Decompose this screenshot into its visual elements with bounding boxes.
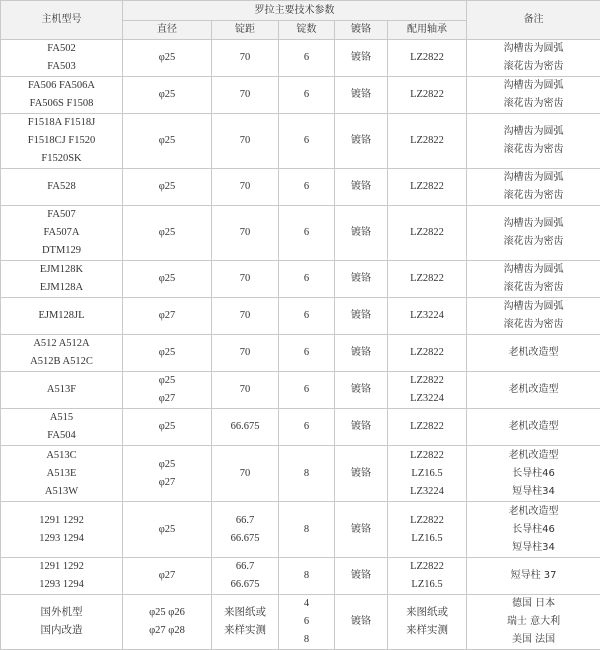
model-line: FA503: [1, 58, 122, 76]
bearing-line: 来样实测: [388, 622, 466, 640]
model-line: F1518A F1518J: [1, 114, 122, 132]
spindle-line: 6: [279, 224, 334, 242]
spindles-cell: [279, 446, 335, 502]
remark-line: 长导柱46: [467, 465, 600, 483]
diameter-line: φ25: [123, 418, 211, 436]
model-line: FA504: [1, 427, 122, 445]
remark-cell: [467, 40, 600, 77]
plating-cell: [335, 372, 388, 409]
bearing-cell: [388, 558, 467, 595]
remark-line: 沟槽齿为圆弧: [467, 77, 600, 95]
spindle-line: 6: [279, 178, 334, 196]
remark-line: 老机改造型: [467, 447, 600, 465]
diameter-line: φ25: [123, 224, 211, 242]
model-line: FA507: [1, 206, 122, 224]
plating-text: 镀铬: [335, 86, 387, 104]
pitch-line: 70: [212, 307, 278, 325]
spindle-line: 6: [279, 270, 334, 288]
table-row: [1, 372, 600, 409]
diameter-cell: [123, 595, 212, 650]
model-cell: [1, 409, 123, 446]
remark-cell: [467, 206, 600, 261]
diameter-cell: [123, 298, 212, 335]
remark-line: 滚花齿为密齿: [467, 58, 600, 76]
table-row: [1, 335, 600, 372]
bearing-line: LZ2822: [388, 49, 466, 67]
spindles-cell: [279, 409, 335, 446]
plating-cell: [335, 77, 388, 114]
spindles-cell: [279, 335, 335, 372]
remark-cell: [467, 446, 600, 502]
bearing-line: LZ2822: [388, 270, 466, 288]
remark-cell: [467, 169, 600, 206]
bearing-cell: [388, 298, 467, 335]
spindle-line: 6: [279, 381, 334, 399]
table-row: [1, 114, 600, 169]
diameter-line: φ27: [123, 567, 211, 585]
bearing-line: LZ16.5: [388, 530, 466, 548]
bearing-line: LZ2822: [388, 132, 466, 150]
model-line: F1518CJ F1520: [1, 132, 122, 150]
model-cell: [1, 502, 123, 558]
remark-cell: [467, 502, 600, 558]
remark-line: 瑞士 意大利: [467, 613, 600, 631]
model-line: A512B A512C: [1, 353, 122, 371]
remark-cell: [467, 372, 600, 409]
spindle-line: 8: [279, 631, 334, 649]
remark-line: 长导柱46: [467, 521, 600, 539]
diameter-line: φ25: [123, 344, 211, 362]
remark-line: 短导柱 37: [467, 567, 600, 585]
remark-cell: [467, 77, 600, 114]
remark-line: 滚花齿为密齿: [467, 279, 600, 297]
spindles-cell: [279, 595, 335, 650]
spindle-line: 6: [279, 418, 334, 436]
diameter-line: φ27 φ28: [123, 622, 211, 640]
model-line: EJM128JL: [1, 307, 122, 325]
pitch-line: 来样实测: [212, 622, 278, 640]
pitch-line: 70: [212, 344, 278, 362]
bearing-cell: [388, 40, 467, 77]
pitch-cell: [212, 446, 279, 502]
spindles-cell: [279, 114, 335, 169]
table-row: [1, 446, 600, 502]
spindles-cell: [279, 169, 335, 206]
pitch-cell: [212, 77, 279, 114]
plating-cell: [335, 114, 388, 169]
plating-cell: [335, 558, 388, 595]
header-model: 主机型号: [1, 1, 123, 40]
model-cell: [1, 261, 123, 298]
remark-line: 沟槽齿为圆弧: [467, 215, 600, 233]
diameter-line: φ25: [123, 270, 211, 288]
remark-line: 沟槽齿为圆弧: [467, 298, 600, 316]
plating-cell: [335, 40, 388, 77]
pitch-line: 66.7: [212, 512, 278, 530]
plating-cell: [335, 446, 388, 502]
remark-line: 老机改造型: [467, 503, 600, 521]
spindles-cell: [279, 77, 335, 114]
spindle-line: 8: [279, 465, 334, 483]
plating-text: 镀铬: [335, 307, 387, 325]
plating-text: 镀铬: [335, 49, 387, 67]
pitch-cell: [212, 40, 279, 77]
bearing-line: LZ3224: [388, 307, 466, 325]
model-cell: [1, 206, 123, 261]
bearing-cell: [388, 502, 467, 558]
bearing-cell: [388, 595, 467, 650]
model-line: A515: [1, 409, 122, 427]
spindles-cell: [279, 206, 335, 261]
pitch-line: 66.675: [212, 530, 278, 548]
bearing-cell: [388, 114, 467, 169]
pitch-line: 70: [212, 465, 278, 483]
table-row: [1, 77, 600, 114]
header-pitch: 锭距: [212, 21, 279, 40]
diameter-line: φ25: [123, 86, 211, 104]
plating-text: 镀铬: [335, 270, 387, 288]
diameter-line: φ25: [123, 521, 211, 539]
bearing-line: LZ2822: [388, 86, 466, 104]
header-plating: 镀铬: [335, 21, 388, 40]
plating-cell: [335, 298, 388, 335]
bearing-cell: [388, 372, 467, 409]
bearing-cell: [388, 206, 467, 261]
bearing-line: LZ3224: [388, 390, 466, 408]
pitch-line: 66.7: [212, 558, 278, 576]
header-roller-params: 罗拉主要技术参数: [123, 1, 467, 21]
remark-cell: [467, 595, 600, 650]
table-row: [1, 558, 600, 595]
spindle-line: 6: [279, 86, 334, 104]
model-line: FA507A: [1, 224, 122, 242]
model-line: A513W: [1, 483, 122, 501]
diameter-line: φ27: [123, 390, 211, 408]
remark-line: 老机改造型: [467, 381, 600, 399]
bearing-cell: [388, 446, 467, 502]
bearing-line: LZ16.5: [388, 465, 466, 483]
model-line: A513C: [1, 447, 122, 465]
diameter-cell: [123, 409, 212, 446]
header-bearing: 配用轴承: [388, 21, 467, 40]
plating-cell: [335, 595, 388, 650]
plating-text: 镀铬: [335, 465, 387, 483]
model-cell: [1, 298, 123, 335]
diameter-cell: [123, 114, 212, 169]
remark-cell: [467, 409, 600, 446]
bearing-cell: [388, 409, 467, 446]
spindles-cell: [279, 261, 335, 298]
diameter-cell: [123, 335, 212, 372]
bearing-cell: [388, 335, 467, 372]
table-row: [1, 502, 600, 558]
plating-text: 镀铬: [335, 381, 387, 399]
model-line: 国外机型: [1, 604, 122, 622]
model-line: FA506 FA506A: [1, 77, 122, 95]
bearing-line: LZ2822: [388, 512, 466, 530]
remark-line: 沟槽齿为圆弧: [467, 40, 600, 58]
plating-text: 镀铬: [335, 178, 387, 196]
diameter-line: φ25: [123, 132, 211, 150]
remark-line: 老机改造型: [467, 344, 600, 362]
bearing-cell: [388, 261, 467, 298]
model-line: FA528: [1, 178, 122, 196]
pitch-cell: [212, 372, 279, 409]
pitch-cell: [212, 409, 279, 446]
pitch-line: 66.675: [212, 418, 278, 436]
diameter-line: φ25: [123, 456, 211, 474]
spindle-line: 4: [279, 595, 334, 613]
bearing-cell: [388, 77, 467, 114]
spindle-line: 6: [279, 307, 334, 325]
diameter-cell: [123, 558, 212, 595]
model-line: EJM128A: [1, 279, 122, 297]
remark-line: 滚花齿为密齿: [467, 187, 600, 205]
diameter-line: φ25: [123, 372, 211, 390]
model-line: A513F: [1, 381, 122, 399]
spindle-line: 6: [279, 49, 334, 67]
spindle-line: 6: [279, 613, 334, 631]
table-row: [1, 169, 600, 206]
model-cell: [1, 169, 123, 206]
bearing-line: LZ2822: [388, 178, 466, 196]
table-row: [1, 261, 600, 298]
plating-text: 镀铬: [335, 521, 387, 539]
remark-line: 美国 法国: [467, 631, 600, 649]
spindles-cell: [279, 558, 335, 595]
header-diameter: 直径: [123, 21, 212, 40]
model-line: 1291 1292: [1, 558, 122, 576]
bearing-line: LZ2822: [388, 344, 466, 362]
table-row: [1, 298, 600, 335]
remark-line: 滚花齿为密齿: [467, 233, 600, 251]
model-cell: [1, 372, 123, 409]
pitch-line: 70: [212, 224, 278, 242]
remark-line: 老机改造型: [467, 418, 600, 436]
remark-line: 德国 日本: [467, 595, 600, 613]
plating-text: 镀铬: [335, 418, 387, 436]
remark-cell: [467, 298, 600, 335]
model-line: 1293 1294: [1, 576, 122, 594]
diameter-cell: [123, 40, 212, 77]
diameter-cell: [123, 169, 212, 206]
bearing-line: 来图纸或: [388, 604, 466, 622]
remark-line: 沟槽齿为圆弧: [467, 169, 600, 187]
pitch-line: 来图纸或: [212, 604, 278, 622]
plating-cell: [335, 206, 388, 261]
pitch-cell: [212, 261, 279, 298]
pitch-cell: [212, 169, 279, 206]
spindle-line: 8: [279, 567, 334, 585]
diameter-cell: [123, 261, 212, 298]
table-row: [1, 40, 600, 77]
model-line: EJM128K: [1, 261, 122, 279]
plating-cell: [335, 335, 388, 372]
model-cell: [1, 77, 123, 114]
model-cell: [1, 446, 123, 502]
remark-line: 滚花齿为密齿: [467, 316, 600, 334]
model-line: F1520SK: [1, 150, 122, 168]
plating-cell: [335, 502, 388, 558]
pitch-line: 70: [212, 381, 278, 399]
spindle-line: 8: [279, 521, 334, 539]
header-remark: 备注: [467, 1, 600, 40]
table-row: [1, 409, 600, 446]
diameter-line: φ25: [123, 49, 211, 67]
bearing-cell: [388, 169, 467, 206]
plating-text: 镀铬: [335, 132, 387, 150]
remark-line: 沟槽齿为圆弧: [467, 261, 600, 279]
pitch-cell: [212, 595, 279, 650]
spindles-cell: [279, 372, 335, 409]
bearing-line: LZ2822: [388, 372, 466, 390]
pitch-line: 66.675: [212, 576, 278, 594]
diameter-cell: [123, 446, 212, 502]
remark-cell: [467, 558, 600, 595]
model-cell: [1, 558, 123, 595]
remark-line: 沟槽齿为圆弧: [467, 123, 600, 141]
plating-cell: [335, 409, 388, 446]
model-line: A513E: [1, 465, 122, 483]
pitch-cell: [212, 206, 279, 261]
pitch-cell: [212, 502, 279, 558]
pitch-cell: [212, 298, 279, 335]
remark-line: 滚花齿为密齿: [467, 141, 600, 159]
remark-line: 滚花齿为密齿: [467, 95, 600, 113]
table-row: [1, 206, 600, 261]
diameter-line: φ27: [123, 474, 211, 492]
remark-cell: [467, 114, 600, 169]
spindle-line: 6: [279, 132, 334, 150]
bearing-line: LZ2822: [388, 418, 466, 436]
model-line: FA502: [1, 40, 122, 58]
spindle-line: 6: [279, 344, 334, 362]
bearing-line: LZ2822: [388, 224, 466, 242]
plating-text: 镀铬: [335, 567, 387, 585]
diameter-cell: [123, 502, 212, 558]
model-cell: [1, 40, 123, 77]
diameter-line: φ25 φ26: [123, 604, 211, 622]
spec-table-body: [1, 1, 600, 650]
diameter-line: φ27: [123, 307, 211, 325]
model-cell: [1, 335, 123, 372]
diameter-cell: [123, 206, 212, 261]
model-cell: [1, 114, 123, 169]
spindles-cell: [279, 40, 335, 77]
header-spindles: 锭数: [279, 21, 335, 40]
diameter-cell: [123, 372, 212, 409]
pitch-line: 70: [212, 86, 278, 104]
bearing-line: LZ2822: [388, 558, 466, 576]
model-line: DTM129: [1, 242, 122, 260]
plating-text: 镀铬: [335, 613, 387, 631]
model-line: 1291 1292: [1, 512, 122, 530]
remark-line: 短导柱34: [467, 483, 600, 501]
model-line: A512 A512A: [1, 335, 122, 353]
pitch-cell: [212, 335, 279, 372]
remark-line: 短导柱34: [467, 539, 600, 557]
bearing-line: LZ2822: [388, 447, 466, 465]
pitch-line: 70: [212, 132, 278, 150]
bearing-line: LZ3224: [388, 483, 466, 501]
pitch-line: 70: [212, 178, 278, 196]
model-line: 国内改造: [1, 622, 122, 640]
plating-cell: [335, 261, 388, 298]
diameter-line: φ25: [123, 178, 211, 196]
pitch-line: 70: [212, 270, 278, 288]
model-line: FA506S F1508: [1, 95, 122, 113]
plating-text: 镀铬: [335, 344, 387, 362]
pitch-cell: [212, 114, 279, 169]
plating-cell: [335, 169, 388, 206]
pitch-line: 70: [212, 49, 278, 67]
diameter-cell: [123, 77, 212, 114]
spindles-cell: [279, 502, 335, 558]
bearing-line: LZ16.5: [388, 576, 466, 594]
remark-cell: [467, 335, 600, 372]
model-line: 1293 1294: [1, 530, 122, 548]
pitch-cell: [212, 558, 279, 595]
plating-text: 镀铬: [335, 224, 387, 242]
spindles-cell: [279, 298, 335, 335]
header-row-top: [1, 1, 600, 21]
model-cell: [1, 595, 123, 650]
table-row: [1, 595, 600, 650]
remark-cell: [467, 261, 600, 298]
